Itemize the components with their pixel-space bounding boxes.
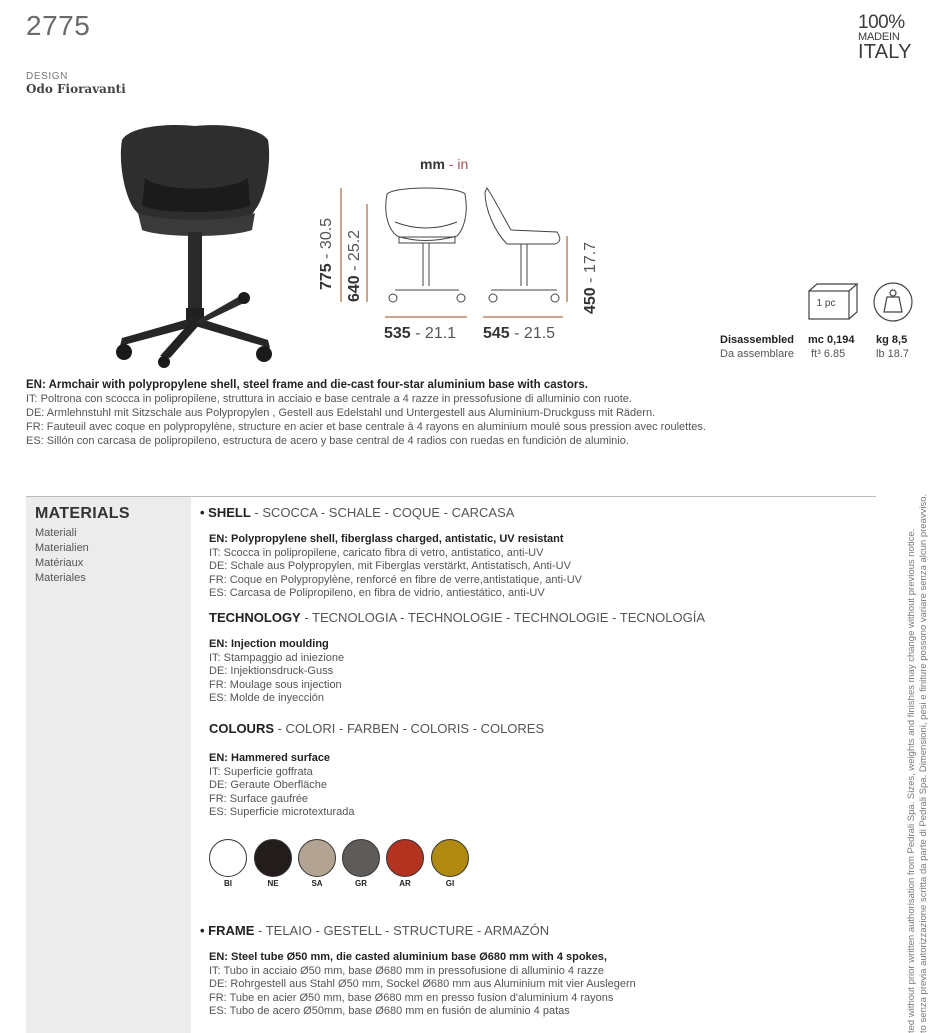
- dim-width-mm: 535: [384, 325, 411, 342]
- weight-main: kg 8,5: [876, 334, 908, 346]
- swatch-gi[interactable]: [431, 839, 469, 877]
- swatch-bi-label: BI: [224, 879, 232, 888]
- technology-de: DE: Injektionsdruck-Guss: [209, 665, 334, 677]
- box-label: 1 pc: [816, 298, 836, 309]
- legal-note-line2: to senza previa autorizzazione scritta da parte di Pedrali Spa. Dimensioni, pesi e finiture possono variare senza alcun preavviso.: [918, 493, 929, 1033]
- weight-icon: [872, 281, 914, 323]
- dim-sep: -: [582, 273, 599, 288]
- colours-title: COLOURS: [209, 721, 274, 736]
- chair-photo: [100, 118, 300, 368]
- shell-translations: - SCOCCA - SCHALE - COQUE - CARCASA: [250, 505, 515, 520]
- swatch-ne[interactable]: [254, 839, 292, 877]
- dim-depth: [483, 325, 555, 343]
- logo-percent: 100%: [858, 12, 905, 33]
- frame-translations: - TELAIO - GESTELL - STRUCTURE - ARMAZÓN: [254, 923, 550, 938]
- legal-note-line1: ted without prior written authorisation from Pedrali Spa. Sizes, weights and finishes may change without previous notice.: [906, 528, 917, 1033]
- weight-alt: lb 18.7: [876, 348, 910, 360]
- swatch-ar[interactable]: [386, 839, 424, 877]
- frame-de: DE: Rohrgestell aus Stahl Ø50 mm, Sockel Ø680 mm aus Aluminium mit vier Auslegern: [209, 978, 636, 990]
- shell-it: IT: Scocca in polipropilene, caricato fibra di vetro, antistatico, anti-UV: [209, 546, 544, 559]
- dim-depth-in: 21.5: [523, 325, 556, 342]
- dim-sep: -: [318, 249, 335, 264]
- colours-it: IT: Superficie goffrata: [209, 765, 313, 778]
- description-de: DE: Armlehnstuhl mit Sitzschale aus Polypropylen , Gestell aus Edelstahl und Untergestell aus Aluminium-Druckguss mit Rädern.: [26, 407, 656, 419]
- swatch-ne-label: NE: [267, 879, 279, 888]
- swatch-bi[interactable]: [209, 839, 247, 877]
- legal-side-note: [906, 494, 930, 1033]
- shell-fr: FR: Coque en Polypropylène, renforcé en fibre de verre,antistatique, anti-UV: [209, 573, 582, 586]
- swatch-gi-label: GI: [445, 879, 455, 888]
- dim-sep: -: [509, 325, 524, 342]
- dim-height-arm-mm: 640: [346, 275, 363, 302]
- units-sep: -: [444, 156, 458, 172]
- logo-italy: ITALY: [858, 41, 912, 63]
- dim-sep: -: [346, 261, 363, 276]
- materials-translations: [35, 526, 89, 586]
- dim-width-in: 21.1: [424, 325, 457, 342]
- shell-de: DE: Schale aus Polypropylen, mit Fiberglas verstärkt, Antistatisch, Anti-UV: [209, 560, 571, 572]
- swatch-sa[interactable]: [298, 839, 336, 877]
- shell-bullet: •: [200, 505, 209, 520]
- dim-height-seat-mm: 450: [582, 287, 599, 314]
- product-code: 2775: [26, 10, 91, 41]
- dim-height-arm-in: 25.2: [346, 229, 363, 262]
- frame-en: EN: Steel tube Ø50 mm, die casted aluminium base Ø680 mm with 4 spokes,: [209, 951, 607, 963]
- technology-es: ES: Molde de inyección: [209, 692, 324, 704]
- frame-heading: [200, 923, 549, 938]
- materials-it: Materiali: [35, 527, 77, 539]
- designer-name: Odo Fioravanti: [26, 82, 126, 96]
- shell-en: EN: Polypropylene shell, fiberglass charged, antistatic, UV resistant: [209, 533, 564, 545]
- dim-height-seat-in: 17.7: [582, 241, 599, 274]
- technology-block: [209, 638, 344, 706]
- volume-main: mc 0,194: [808, 334, 855, 346]
- technology-fr: FR: Moulage sous injection: [209, 678, 342, 691]
- dim-height-total-in: 30.5: [318, 217, 335, 250]
- technology-title: TECHNOLOGY: [209, 610, 301, 625]
- technology-heading: [209, 610, 705, 625]
- disassembled-en: Disassembled: [720, 334, 794, 346]
- description-fr: FR: Fauteuil avec coque en polypropylène, structure en acier et base centrale à 4 rayons en aluminium moulé sous pression avec roulettes.: [26, 421, 706, 433]
- dim-height-total-mm: 775: [318, 263, 335, 290]
- frame-bullet: •: [200, 923, 209, 938]
- volume-alt: ft³ 6.85: [811, 348, 846, 360]
- dim-width: [384, 325, 456, 343]
- units-label: [420, 156, 468, 172]
- description-es: ES: Sillón con carcasa de polipropileno, estructura de acero y base central de 4 radios con ruedas en fundición de aluminio.: [26, 435, 629, 447]
- colours-block: [209, 752, 355, 820]
- description-it: IT: Poltrona con scocca in polipropilene, struttura in acciaio e base centrale a 4 razze in pressofusione di alluminio con ruote.: [26, 393, 632, 405]
- materials-fr: Matériaux: [35, 557, 84, 569]
- swatch-gr[interactable]: [342, 839, 380, 877]
- units-in: in: [457, 156, 469, 172]
- frame-block: [209, 951, 636, 1019]
- colours-en: EN: Hammered surface: [209, 752, 331, 764]
- colours-de: DE: Geraute Oberfläche: [209, 779, 328, 791]
- units-mm: mm: [420, 156, 445, 172]
- dimension-drawing: [335, 180, 605, 320]
- technology-translations: - TECNOLOGIA - TECHNOLOGIE - TECHNOLOGIE - TECNOLOGÍA: [300, 610, 706, 625]
- materials-title: MATERIALS: [35, 505, 130, 522]
- colours-es: ES: Superficie microtexturada: [209, 806, 355, 818]
- disassembled-it: Da assemblare: [720, 348, 794, 360]
- technology-en: EN: Injection moulding: [209, 638, 329, 650]
- colours-fr: FR: Surface gaufrée: [209, 792, 309, 805]
- swatch-ar-label: AR: [399, 879, 411, 888]
- swatch-gr-label: GR: [355, 879, 367, 888]
- technology-it: IT: Stampaggio ad iniezione: [209, 651, 345, 664]
- dim-sep: -: [410, 325, 425, 342]
- colours-translations: - COLORI - FARBEN - COLORIS - COLORES: [274, 721, 545, 736]
- colours-heading: [209, 721, 544, 736]
- logo-madein: MADEIN: [858, 31, 900, 43]
- shell-title: SHELL: [208, 505, 251, 520]
- product-description: [26, 378, 906, 448]
- frame-es: ES: Tubo de acero Ø50mm, base Ø680 mm en fusión de aluminio 4 patas: [209, 1005, 570, 1017]
- shell-block: [209, 533, 582, 601]
- description-en: EN: Armchair with polypropylene shell, steel frame and die-cast four-star aluminium base with castors.: [26, 379, 588, 391]
- swatch-sa-label: SA: [311, 879, 323, 888]
- frame-it: IT: Tubo in acciaio Ø50 mm, base Ø680 mm in pressofusione di alluminio 4 razze: [209, 964, 604, 977]
- dim-depth-mm: 545: [483, 325, 510, 342]
- materials-de: Materialien: [35, 542, 89, 554]
- frame-title: FRAME: [208, 923, 255, 938]
- dim-height-total: [318, 218, 336, 290]
- shell-heading: [200, 505, 514, 520]
- design-label: DESIGN: [26, 71, 68, 82]
- frame-fr: FR: Tube en acier Ø50 mm, base Ø680 mm en presso fusion d'aluminium 4 rayons: [209, 991, 614, 1004]
- shell-es: ES: Carcasa de Polipropileno, en fibra de vidrio, antiestático, anti-UV: [209, 587, 545, 599]
- made-in-italy-logo: [858, 14, 920, 61]
- materials-es: Materiales: [35, 572, 86, 584]
